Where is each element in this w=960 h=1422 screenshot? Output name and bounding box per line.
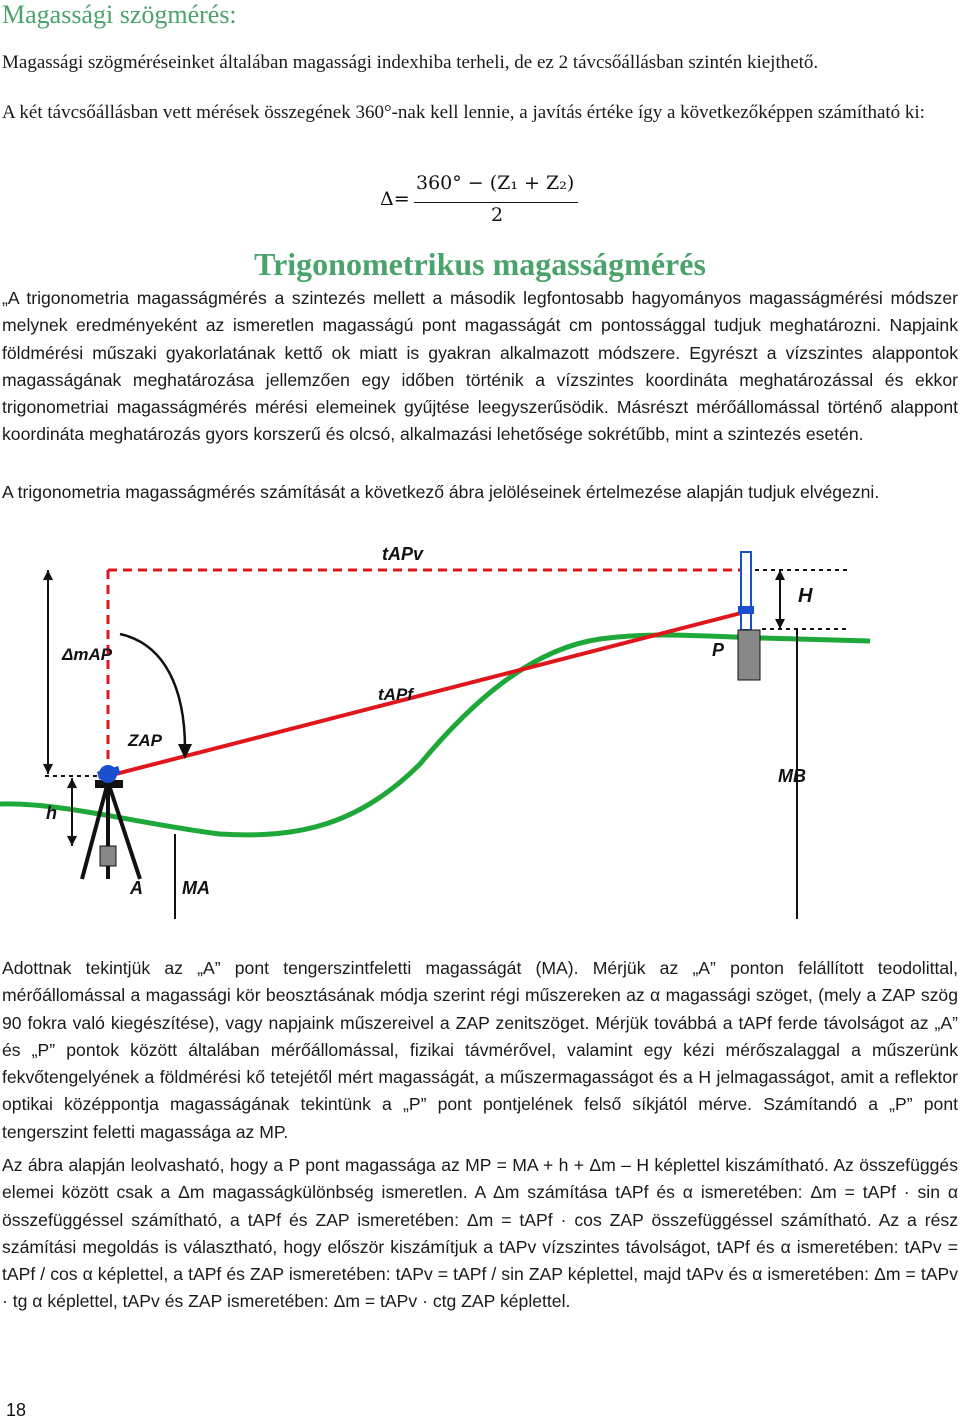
paragraph-index-error: Magassági szögméréseinket általában magassági indexhiba terheli, de ez 2 távcsőállásban szintén kiejthető. (2, 52, 819, 73)
paragraph-computation: Az ábra alapján leolvasható, hogy a P pont magassága az MP = MA + h + Δm – H képlettel kiszámítható. Az összefüggés elemei között csak a Δm magasságkülönbség ismeretlen. A Δm számítása tAPf és α ismeretében: Δm = tAPf · sin α összefüggéssel számítható, a tAPf és ZAP ismeretében: Δm = tAPf · cos ZAP összefüggéssel számítható. Az a rész számítási megoldás is választható, hogy először kiszámítjuk a tAPv vízszintes távolságot, tAPf és α ismeretében: tAPv = tAPf / cos α képlettel, a tAPf és ZAP ismeretében: tAPv = tAPf / sin ZAP képlettel, majd tAPv és α ismeretében: Δm = tAPv · tg α képlettel, tAPv és ZAP ismeretében: Δm = tAPv · ctg ZAP képlettel. (2, 1155, 958, 1312)
label-P: P (712, 640, 725, 660)
label-tAPv: tAPv (382, 544, 424, 564)
label-MB: MB (778, 766, 806, 786)
sight-line (108, 612, 745, 776)
formula-numerator: 360° − (Z₁ + Z₂) (416, 172, 575, 194)
ground-mark-P (738, 630, 760, 680)
page-number: 18 (6, 1400, 27, 1420)
label-h: h (46, 803, 57, 823)
paragraph-given-values: Adottnak tekintjük az „A” pont tengerszintfeletti magasságát (MA). Mérjük az „A” ponton felállított teodolittal, mérőállomással a magassági kör beosztásának módja szerint régi műszereken az α magassági szöget, (mely a ZAP szög 90 fokra való kiegészítése), vagy napjaink műszereivel a ZAP zenitszöget. Mérjük továbbá a tAPf ferde távolságot az „A” és „P” pontok között általában mérőállomással, fizikai távmérővel, valamint egy kézi mérőszalaggal a műszerünk fekvőtengelyének a földmérési kő tetejétől mért magasságát, a műszermagasságot és a H jelmagasságot, amit a reflektor optikai középpontja magasságának tekintünk a „P” pont pontjelének felső síkjától mérve. Számítandó a „P” pont tengerszint feletti magassága az MP. (2, 958, 958, 1142)
label-tAPf: tAPf (378, 685, 413, 704)
section-heading-vertical-angle: Magassági szögmérés: (2, 0, 237, 29)
label-ZAP: ZAP (128, 731, 162, 750)
formula-lhs: Δ= (380, 188, 410, 210)
label-dmAP: ΔmAP (62, 645, 113, 664)
fraction-bar (414, 202, 578, 203)
label-H: H (798, 585, 813, 607)
prism-pole (741, 552, 751, 630)
label-MA: MA (182, 878, 210, 898)
formula-denominator: 2 (491, 204, 504, 226)
paragraph-intro-trig: „A trigonometria magasságmérés a szintezés mellett a második legfontosabb hagyományos magasságmérési módszer melynek eredményeként az ismeretlen magasságú pont magasságát cm pontossággal tudjuk meghatározni. Napjaink földmérési műszaki gyakorlatának kettő ok miatt is gyakran alkalmazott módszere. Egyrészt a vízszintes alappontok magasságának meghatározása jellemzően egy időben történik a vízszintes koordináta meghatározással és ekkor trigonometriai magasságmérés mérési elemeinek gyűjtése leegyszerűsödik. Másrészt mérőállomással történő alappont koordináta meghatározás gyors korszerű és olcsó, alkalmazási lehetősége sokrétűbb, mint a szintezés esetén. (2, 288, 958, 445)
section-heading-trig-leveling: Trigonometrikus magasságmérés (254, 246, 706, 282)
paragraph-correction: A két távcsőállásban vett mérések összegének 360°-nak kell lennie, a javítás értéke így a következőképpen számítható ki: (2, 102, 925, 123)
prism-icon (738, 606, 754, 614)
ground-mark-A (100, 846, 116, 866)
trig-leveling-diagram (0, 534, 870, 924)
label-A: A (130, 878, 143, 898)
paragraph-figure-intro: A trigonometria magasságmérés számítását a következő ábra jelöléseinek értelmezése alapján tudjuk elvégezni. (2, 482, 880, 502)
correction-formula (380, 172, 580, 230)
